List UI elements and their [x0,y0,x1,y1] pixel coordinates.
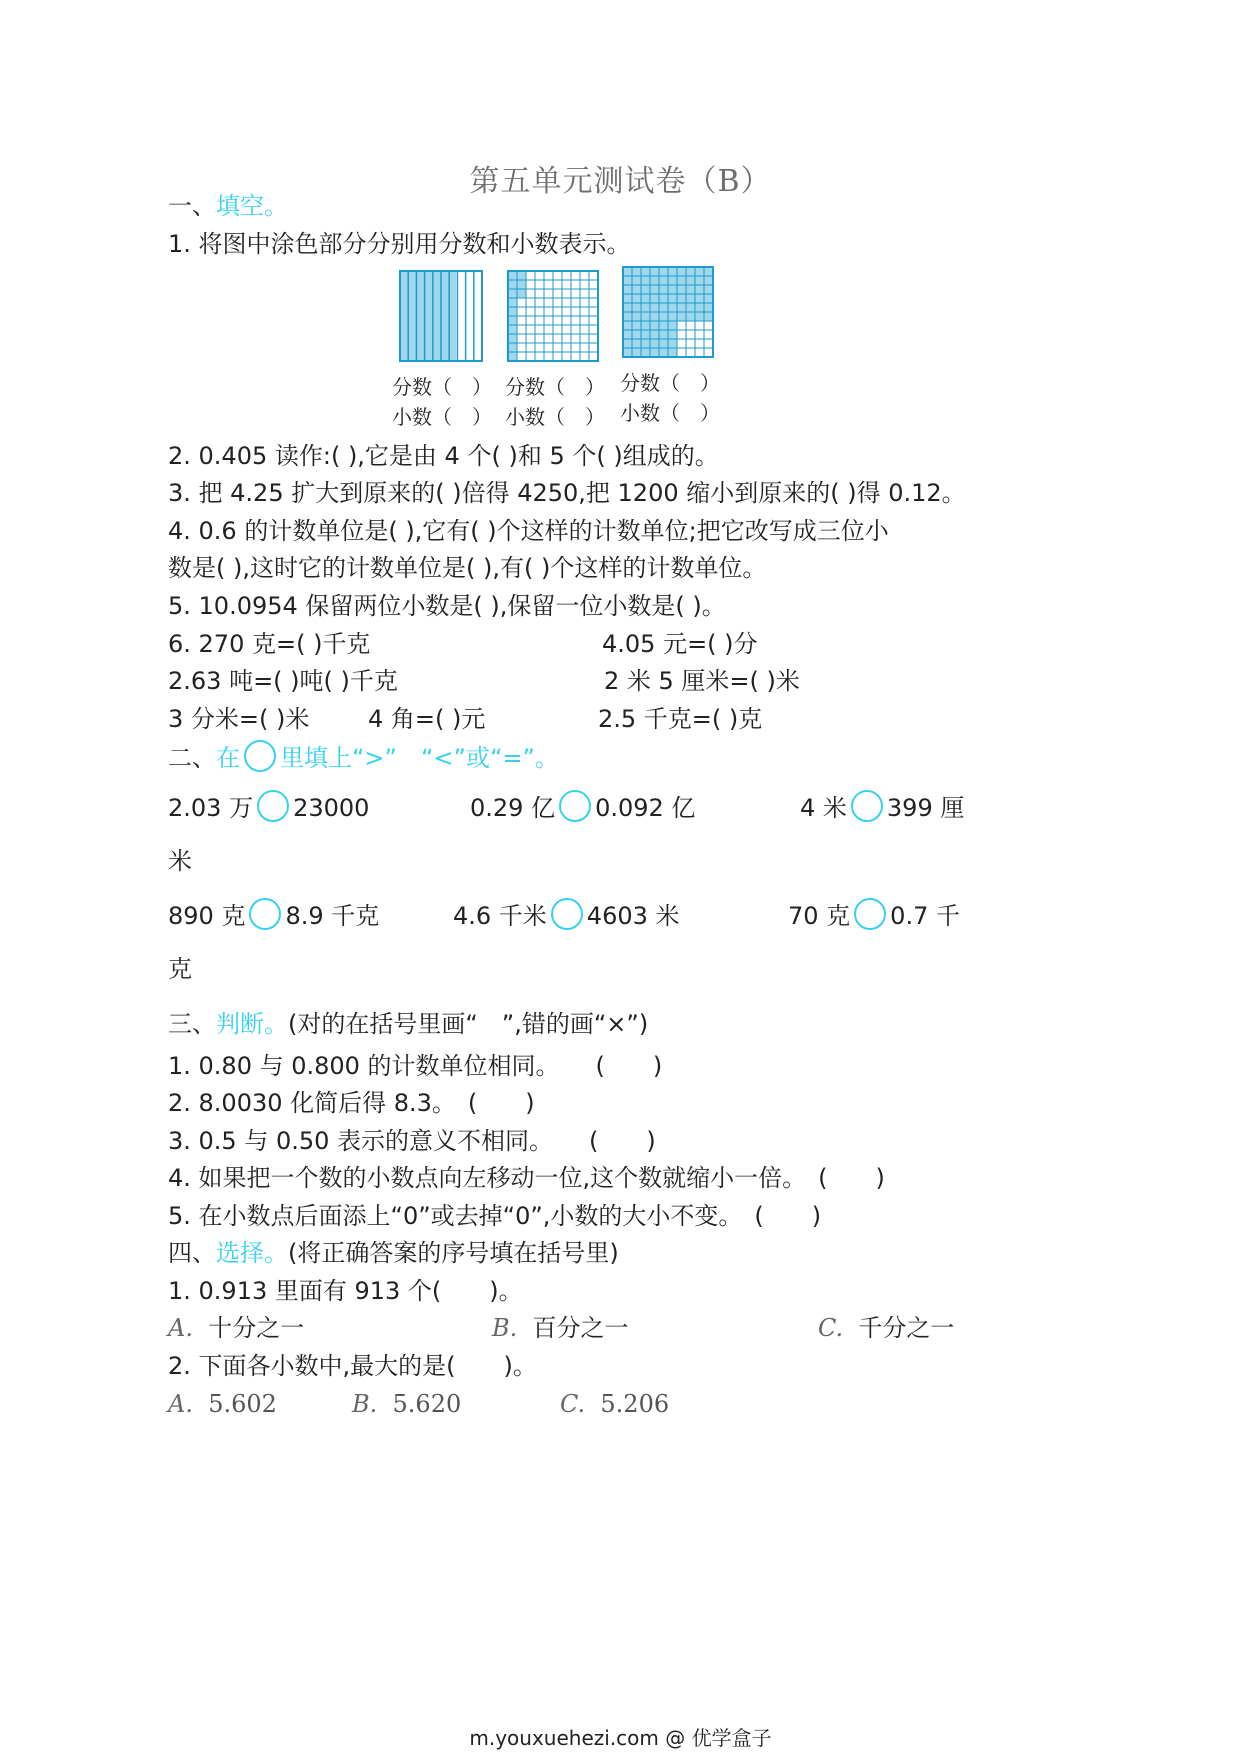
decimal-blank-3: 小数（ ） [620,401,720,425]
section-3-note: (对的在括号里画“ ”,错的画“×”) [288,1010,649,1038]
section-4-number: 四、 [168,1239,216,1267]
compare-circle[interactable] [551,898,583,930]
compare-wrap-1: 米 [168,847,192,875]
section-2-label-post: 里填上“>” “<”或“=”。 [280,744,559,772]
decimal-blank-2: 小数（ ） [505,405,605,429]
fraction-blank-3: 分数（ ） [620,371,720,395]
option-key: C. [818,1314,844,1342]
section-4-heading [168,1237,619,1269]
section-1-heading [168,190,288,222]
compare-item-5 [453,898,680,932]
choice-question-1: 1. 0.913 里面有 913 个( )。 [168,1277,523,1305]
question-1-6-f: 4 角=( )元 [368,705,486,733]
figure-hundredths-a [507,270,599,362]
judge-item-2: 2. 8.0030 化简后得 8.3。 ( ) [168,1089,535,1117]
compare-left: 70 克 [788,902,851,930]
option-key: B. [352,1390,378,1418]
compare-right: 0.092 亿 [595,794,696,822]
option-text: 5.620 [392,1390,462,1418]
question-1-4a: 4. 0.6 的计数单位是( ),它有( )个这样的计数单位;把它改写成三位小 [168,517,889,545]
option-key: C. [560,1390,586,1418]
section-2-number: 二、 [168,744,216,772]
figure-1-labels [392,372,492,432]
compare-left: 2.03 万 [168,794,254,822]
option-text: 百分之一 [532,1314,629,1342]
compare-right: 4603 米 [586,902,680,930]
judge-item-4: 4. 如果把一个数的小数点向左移动一位,这个数就缩小一倍。 ( ) [168,1164,885,1192]
choice-option-1c [818,1312,954,1344]
option-key: A. [168,1314,193,1342]
footer-watermark: m.youxuehezi.com @ 优学盒子 [469,1726,772,1750]
section-3-label: 判断。 [216,1010,288,1038]
question-1-5: 5. 10.0954 保留两位小数是( ),保留一位小数是( )。 [168,592,726,620]
figure-tenths [399,270,483,362]
compare-wrap-2: 克 [168,955,192,983]
question-1-6-g: 2.5 千克=( )克 [598,705,763,733]
question-1-6-c: 2.63 吨=( )吨( )千克 [168,667,398,695]
section-3-heading [168,1008,648,1040]
page-title: 第五单元测试卷（B） [469,164,772,199]
compare-circle[interactable] [854,898,886,930]
option-text: 5.206 [600,1390,670,1418]
section-3-number: 三、 [168,1010,216,1038]
question-1-6-b: 4.05 元=( )分 [602,630,758,658]
section-4-note: (将正确答案的序号填在括号里) [288,1239,619,1267]
judge-item-1: 1. 0.80 与 0.800 的计数单位相同。 ( ) [168,1052,663,1080]
compare-item-1 [168,790,369,824]
choice-option-2b [352,1388,461,1420]
judge-item-3: 3. 0.5 与 0.50 表示的意义不相同。 ( ) [168,1127,656,1155]
section-2-label-pre: 在 [216,744,240,772]
choice-option-2c [560,1388,669,1420]
compare-left: 890 克 [168,902,246,930]
compare-circle[interactable] [257,790,289,822]
compare-circle[interactable] [559,790,591,822]
compare-circle[interactable] [249,898,281,930]
question-1-4b: 数是( ),这时它的计数单位是( ),有( )个这样的计数单位。 [168,554,767,582]
compare-item-2 [470,790,695,824]
question-1-6-d: 2 米 5 厘米=( )米 [604,667,800,695]
compare-left: 0.29 亿 [470,794,556,822]
question-1-3: 3. 把 4.25 扩大到原来的( )倍得 4250,把 1200 缩小到原来的( )得 0.12。 [168,479,966,507]
option-key: B. [492,1314,518,1342]
judge-item-5: 5. 在小数点后面添上“0”或去掉“0”,小数的大小不变。 ( ) [168,1202,822,1230]
choice-option-1b [492,1312,629,1344]
compare-item-3 [800,790,964,824]
option-key: A. [168,1390,193,1418]
compare-right: 399 厘 [886,794,965,822]
question-1-6-a: 6. 270 克=( )千克 [168,630,371,658]
figure-hundredths-b [622,266,714,358]
compare-right: 23000 [293,794,370,822]
question-1-1: 1. 将图中涂色部分分别用分数和小数表示。 [168,230,631,258]
choice-option-1a [168,1312,304,1344]
option-text: 千分之一 [858,1314,955,1342]
compare-item-4 [168,898,379,932]
section-1-number: 一、 [168,192,216,220]
option-text: 5.602 [208,1390,277,1418]
compare-right: 0.7 千 [890,902,960,930]
compare-item-6 [788,898,960,932]
section-1-label: 填空。 [216,192,288,220]
choice-question-2: 2. 下面各小数中,最大的是( )。 [168,1352,537,1380]
fraction-blank-2: 分数（ ） [505,375,605,399]
figure-2-labels [505,372,605,432]
question-1-6-e: 3 分米=( )米 [168,705,310,733]
compare-left: 4.6 千米 [453,902,547,930]
circle-icon [244,740,276,772]
option-text: 十分之一 [208,1314,305,1342]
figure-3-labels [620,368,720,428]
compare-left: 4 米 [800,794,847,822]
compare-right: 8.9 千克 [285,902,380,930]
question-1-2: 2. 0.405 读作:( ),它是由 4 个( )和 5 个( )组成的。 [168,442,719,470]
choice-option-2a [168,1388,277,1420]
section-4-label: 选择。 [216,1239,288,1267]
fraction-blank-1: 分数（ ） [392,375,492,399]
decimal-blank-1: 小数（ ） [392,405,492,429]
section-2-heading [168,740,559,774]
compare-circle[interactable] [851,790,883,822]
